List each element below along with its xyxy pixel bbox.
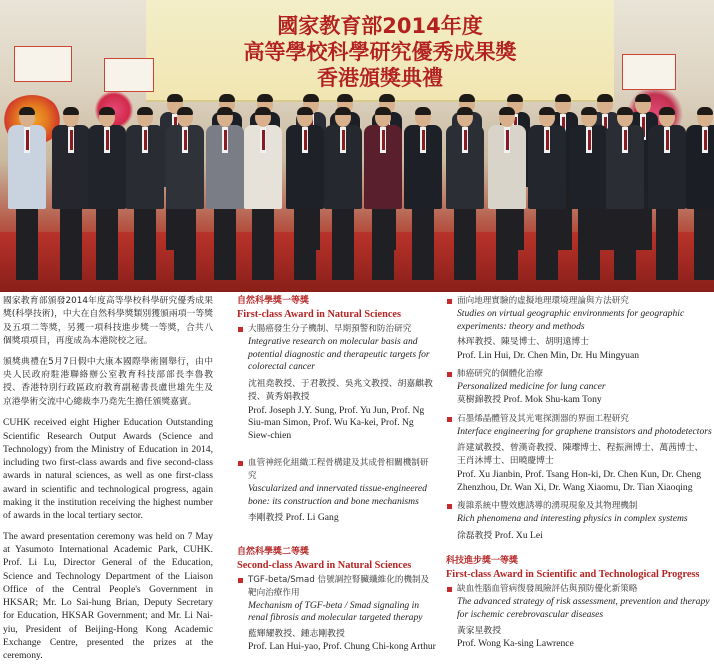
section-heading-en: First-class Award in Scientific and Technological Progress: [446, 569, 700, 581]
award-item: [237, 574, 437, 654]
award-title-en: Mechanism of TGF-beta / Smad signaling in renal fibrosis and molecular targeted therapy: [248, 599, 423, 624]
person-figure: [446, 108, 484, 276]
ceremony-backdrop: [146, 0, 614, 102]
congratulatory-placard: [104, 58, 154, 92]
award-title-zh: 血管神經化組織工程骨構建及其成骨相關機制研究: [248, 457, 429, 481]
award-item: [446, 500, 712, 543]
bullet-square-icon: [447, 587, 452, 592]
award-names-zh: 李剛教授: [248, 513, 284, 524]
section-heading-zh: 自然科學獎二等獎: [237, 546, 310, 557]
awards-column-middle: [237, 295, 437, 660]
person-figure: [648, 108, 686, 276]
person-figure: [52, 108, 90, 276]
bullet-square-icon: [238, 578, 243, 583]
intro-paragraph-zh-1: 國家教育部頒發2014年度高等學校科學研究優秀成果獎(科學技術)，中大在自然科學獎類別獲頒兩項一等獎及五項二等獎，另獲一項科技進步獎一等獎，合共八個獎項項目，再度成為本港院校之冠。: [3, 296, 213, 347]
section-heading-zh: 科技進步獎一等獎: [446, 556, 519, 567]
backdrop-title-line2: 高等學校科學研究優秀成果獎: [243, 40, 517, 64]
person-figure: [126, 108, 164, 276]
award-item: [446, 583, 712, 650]
award-names-en: Prof. Li Gang: [285, 512, 339, 524]
award-title-zh: 面向地理實驗的虛擬地理環境理論與方法研究: [457, 296, 629, 306]
award-title-en: Vascularized and innervated tissue-engineered bone: its construction and bone mechanisms: [248, 482, 427, 507]
award-item: [237, 323, 437, 443]
award-names-zh: 林珲教授、陳旻博士、胡明遠博士: [457, 337, 589, 348]
award-names-en: Prof. Mok Shu-kam Tony: [503, 393, 602, 405]
award-title-zh: 石墨烯晶體管及其光電探測器的界面工程研究: [457, 414, 629, 425]
award-item: [446, 413, 712, 494]
award-names-en: Prof. Lin Hui, Dr. Chen Min, Dr. Hu Mingyuan: [457, 349, 640, 361]
intro-paragraph-zh-2: 頒獎典禮在5月7日假中大康本國際學術園舉行，由中央人民政府駐港聯絡辦公室教育科技部部長李魯教授、香港特別行政區政府教育副秘書長盧世雄先生及京港學術交流中心總裁李乃堯先生擔任頒獎嘉賓。: [3, 356, 213, 407]
person-figure: [286, 108, 324, 276]
section-heading-en: Second-class Award in Natural Sciences: [237, 559, 412, 571]
congratulatory-placard: [622, 54, 676, 90]
person-figure: [528, 108, 566, 276]
ceremony-photo: [0, 0, 714, 292]
person-figure: [324, 108, 362, 276]
award-title-en: The advanced strategy of risk assessment, prevention and therapy for ischemic cerebrovascular diseases: [457, 596, 710, 620]
person-figure: [404, 108, 442, 276]
person-figure: [570, 108, 608, 276]
award-title-en: Integrative research on molecular basis and potential diagnostic and therapeutic targets for colorectal cancer: [248, 336, 430, 373]
section-heading-zh: 自然科學獎一等獎: [237, 296, 310, 306]
award-names-en: Prof. Xu Jianbin, Prof. Tsang Hon-ki, Dr. Chen Kun, Dr. Cheng Zhenzhou, Dr. Wan Xi, Dr. Wang Xiaomu, Dr. Tian Xiaoqing: [457, 468, 702, 493]
award-names-en: Prof. Joseph J.Y. Sung, Prof. Yu Jun, Prof. Ng Siu-man Simon, Prof. Wu Ka-kei, Prof. Ng Siew-chien: [248, 404, 425, 442]
award-names: [248, 512, 437, 525]
person-figure: [8, 108, 46, 276]
section-heading-en: First-class Award in Natural Sciences: [237, 309, 401, 320]
person-figure: [166, 108, 204, 276]
intro-paragraph-en-2: The award presentation ceremony was held on 7 May at Yasumoto International Academic Park, CUHK. Prof. Li Lu, Director General of the Education, Science and Technology Department of the Liaison Office of the Central People's Government in HKSAR; Mr. Lo Sai-hung Brian, Deputy Secretary for Education, HKSAR Government; and Mr. Li Nai-yiu, President of Beijing-Hong Kong Academic Exchange Centre, presented the prizes at the ceremony.: [3, 530, 213, 662]
award-names: [457, 394, 712, 407]
person-figure: [686, 108, 714, 276]
intro-paragraph-en-1: CUHK received eight Higher Education Outstanding Scientific Research Output Awards (Science and Technology) from the Ministry of Education in 2014, including two first-class awards and five second-class awards in natural sciences, as well as one first-class award in scientific and technological progress, again making it the institution receiving the highest number of awards in the local tertiary sector.: [3, 417, 213, 522]
award-names: [457, 530, 712, 543]
award-item: [446, 368, 712, 407]
award-title-zh: 缺血性腦血管病復發風險評估與預防優化新策略: [457, 584, 638, 595]
award-names-zh: 沈祖堯教授、于君教授、吳兆文教授、胡嘉麒教授、黃秀娟教授: [248, 378, 433, 403]
backdrop-title-line3: 香港頒獎典禮: [317, 66, 443, 90]
award-title-en: Interface engineering for graphene transistors and photodetectors: [457, 426, 712, 438]
award-names-en: Prof. Wong Ka-sing Lawrence: [457, 637, 574, 649]
bullet-square-icon: [447, 299, 452, 304]
backdrop-title-line1: 國家教育部2014年度: [277, 14, 483, 38]
bullet-square-icon: [447, 417, 452, 422]
award-names-en: Prof. Lan Hui-yao, Prof. Chung Chi-kong Arthur: [248, 641, 436, 653]
award-title-zh: 複雜系統中豐效應誘導的湧現現象及其物理機制: [457, 501, 638, 512]
award-title-en: Studies on virtual geographic environments for geographic experiments: theory and methods: [457, 308, 685, 332]
award-title-zh: TGF-beta/Smad 信號調控腎臟纖維化的機制及靶向治療作用: [248, 574, 430, 598]
person-figure: [244, 108, 282, 276]
awards-column-right: [446, 295, 712, 657]
award-title-en: Personalized medicine for lung cancer: [457, 381, 606, 393]
congratulatory-placard: [14, 46, 72, 82]
person-figure: [364, 108, 402, 276]
award-title-en: Rich phenomena and interesting physics in complex systems: [457, 513, 688, 525]
award-names-zh: 黃家星教授: [457, 625, 501, 636]
award-title-zh: 大腸癌發生分子機制、早期預警和防治研究: [248, 324, 412, 334]
award-names-zh: 徐磊教授: [457, 530, 493, 541]
bullet-square-icon: [238, 327, 243, 332]
bullet-square-icon: [238, 461, 243, 466]
bullet-square-icon: [447, 372, 452, 377]
person-figure: [488, 108, 526, 276]
award-names-zh: 許建斌教授、曾漢奇教授、陳瓈博士、程振洲博士、萬茜博士、王肖沐博士、田曉慶博士: [457, 442, 704, 467]
intro-column: [3, 295, 213, 670]
person-figure: [88, 108, 126, 276]
person-figure: [206, 108, 244, 276]
award-names-zh: 莫樹錦教授: [457, 394, 501, 405]
award-names-en: Prof. Xu Lei: [494, 529, 543, 541]
award-item: [237, 457, 437, 526]
award-title-zh: 肺癌研究的個體化治療: [457, 369, 543, 380]
award-names-zh: 藍輝耀教授、鍾志剛教授: [248, 628, 345, 639]
person-figure: [606, 108, 644, 276]
bullet-square-icon: [447, 504, 452, 509]
award-item: [446, 295, 712, 362]
